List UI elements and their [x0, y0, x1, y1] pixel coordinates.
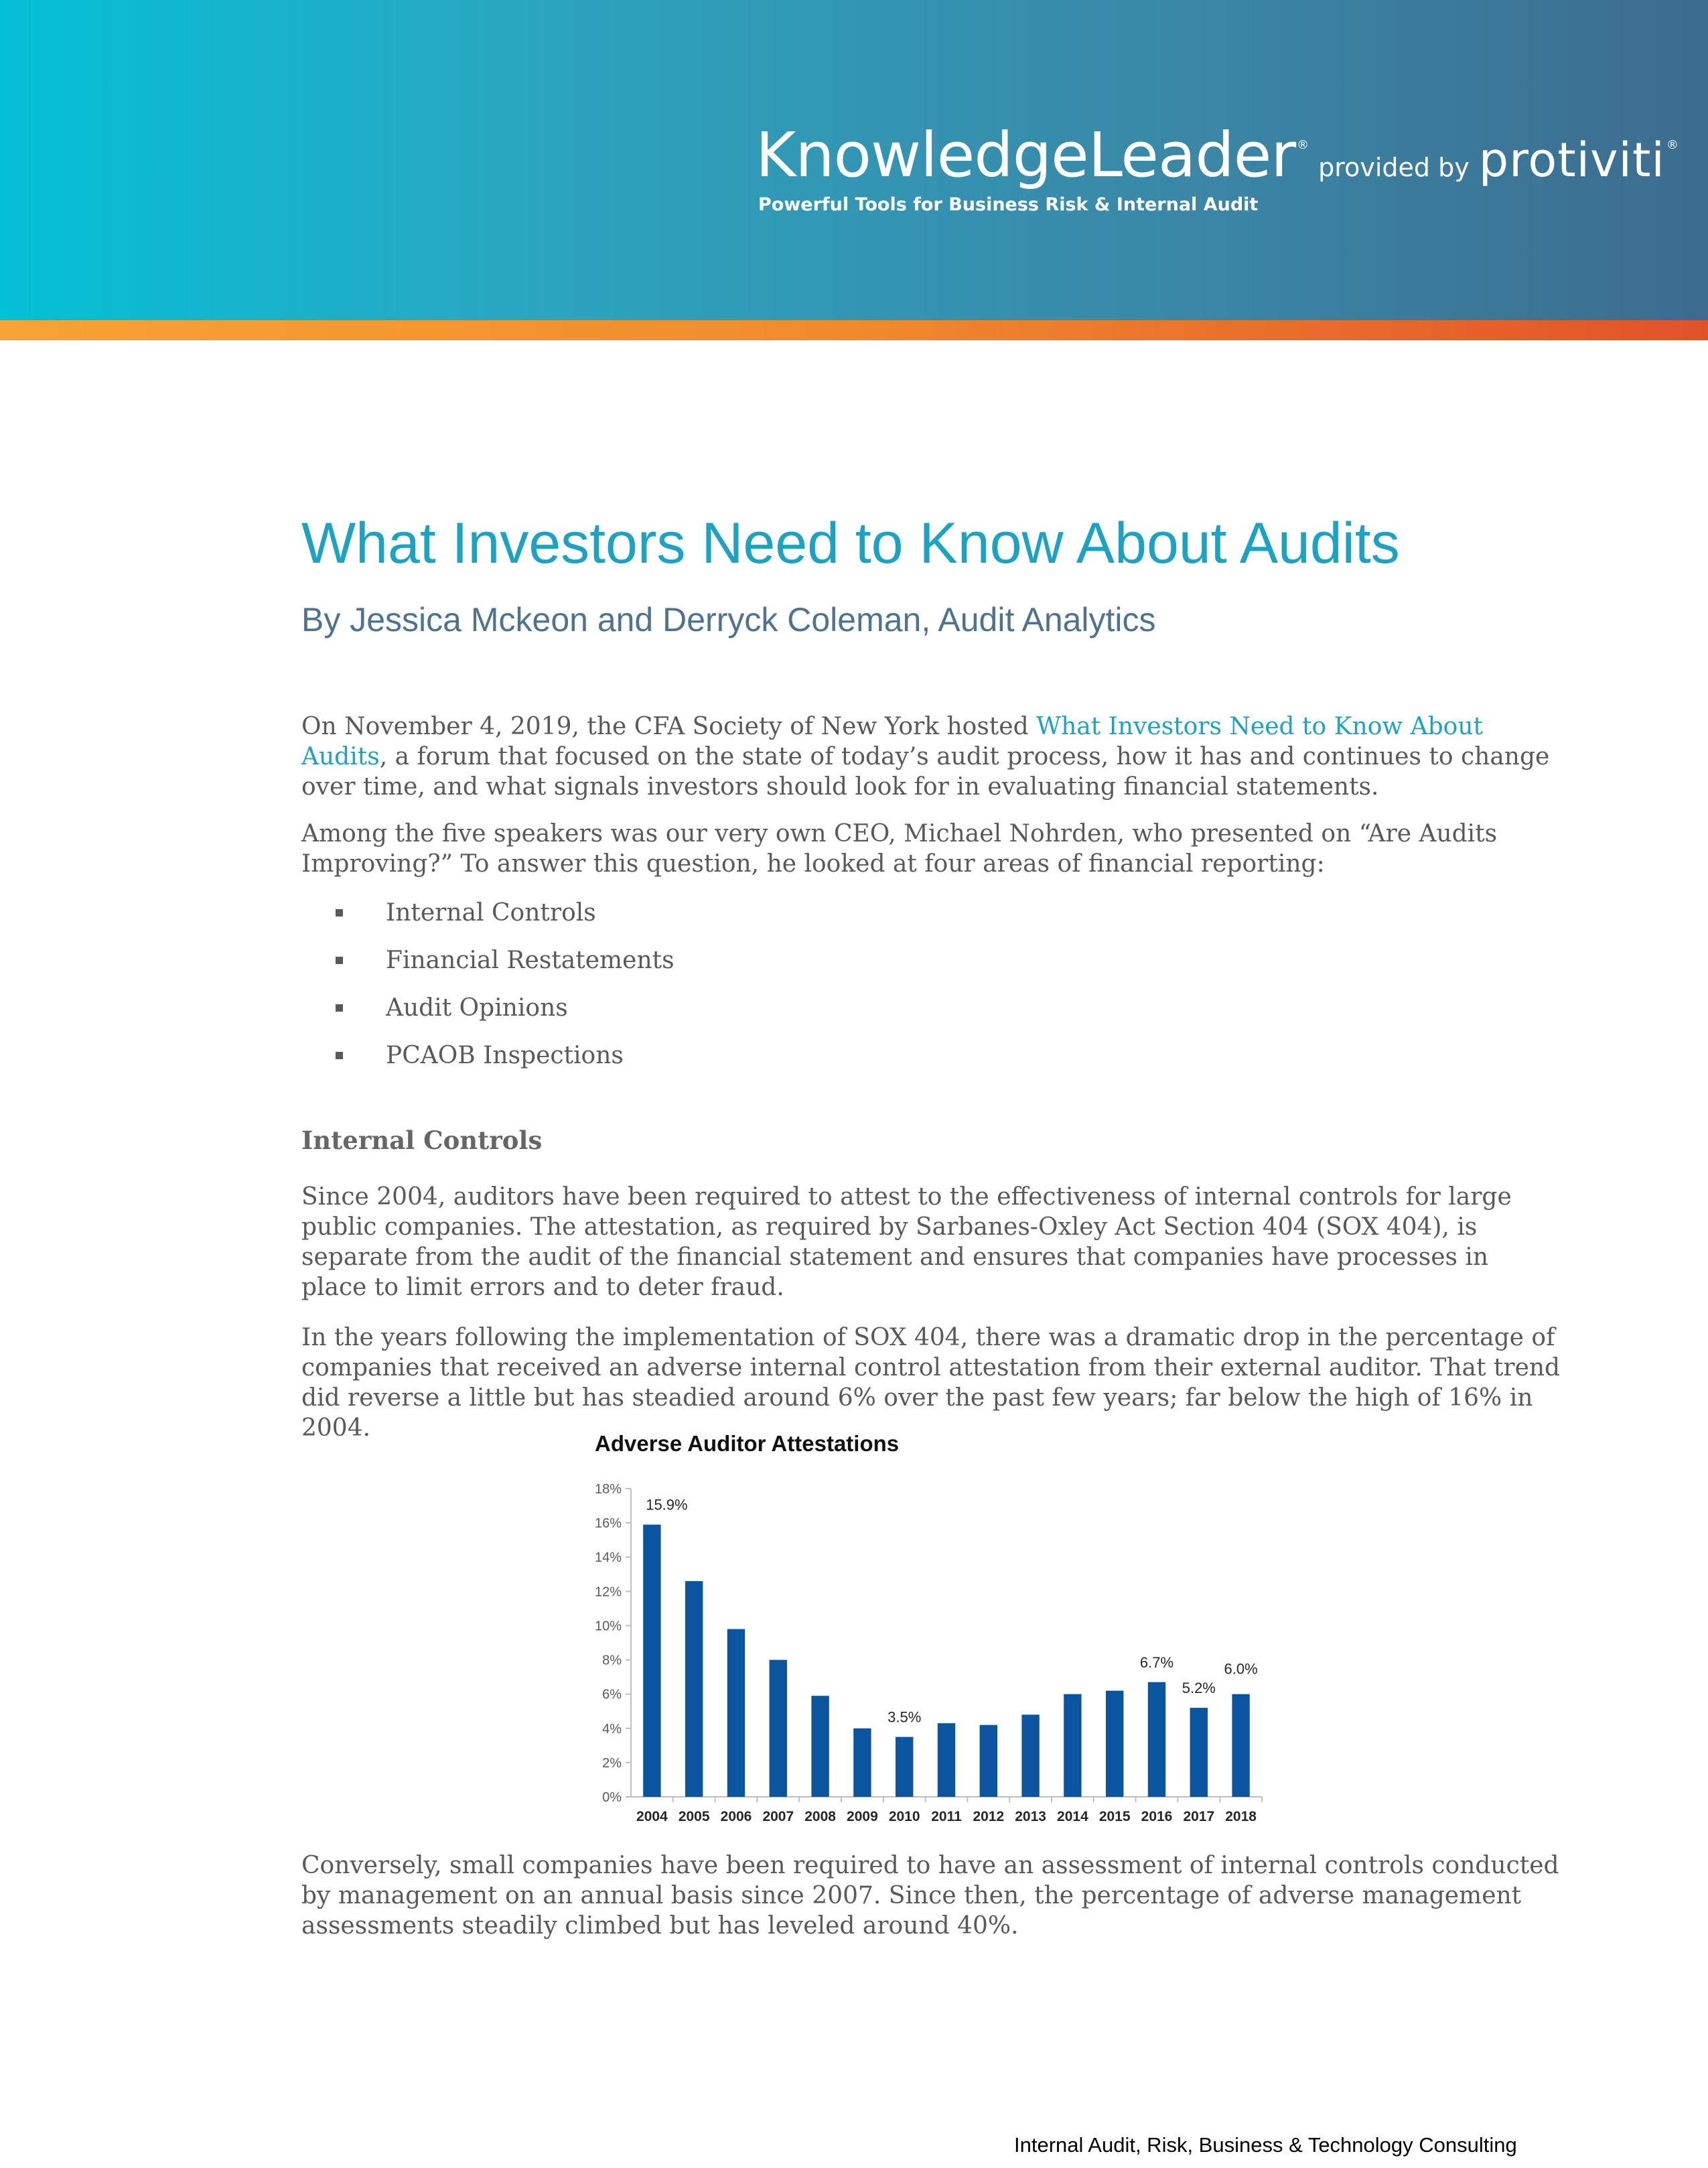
footer-tagline: Internal Audit, Risk, Business & Technology Consulting — [1014, 2133, 1517, 2157]
y-tick-label: 6% — [602, 1687, 622, 1702]
data-label: 5.2% — [1182, 1680, 1216, 1697]
intro-paragraph — [301, 712, 1561, 802]
y-tick-label: 8% — [602, 1653, 622, 1668]
chart-svg — [576, 1426, 1273, 1841]
y-tick-label: 12% — [594, 1584, 622, 1600]
bar-2010 — [896, 1737, 913, 1797]
intro-text-before: On November 4, 2019, the CFA Society of New York hosted — [301, 713, 1037, 740]
sox-paragraph: Since 2004, auditors have been required to attest to the effectiveness of internal controls for large public companies. The attestation, as required by Sarbanes-Oxley Act Section 404 (SOX 404), is separate from the audit of the financial statement and ensures that companies have processes in place to limit errors and to deter fraud. — [301, 1183, 1512, 1301]
data-label: 3.5% — [887, 1708, 922, 1726]
x-tick-label: 2005 — [678, 1809, 710, 1824]
event-link[interactable]: What Investors Need to Know About Audits — [301, 713, 1483, 770]
bullet-square-icon — [336, 957, 343, 964]
bullet-square-icon — [336, 909, 343, 917]
list-item-text: PCAOB Inspections — [386, 1042, 624, 1069]
bar-2016 — [1148, 1682, 1165, 1797]
bar-2012 — [980, 1725, 997, 1797]
section-heading-internal-controls: Internal Controls — [301, 1126, 543, 1155]
brand-name: KnowledgeLeader — [756, 119, 1296, 191]
header-banner — [0, 0, 1708, 320]
partner-logo: protiviti — [1478, 133, 1665, 188]
y-tick-label: 14% — [594, 1550, 622, 1566]
y-tick-label: 2% — [602, 1755, 622, 1771]
management-paragraph: Conversely, small companies have been required to have an assessment of internal controls conducted by management on an annual basis since 2007. Since then, the percentage of adverse management assessments steadily climbed but has leveled around 40%. — [301, 1852, 1559, 1940]
data-label: 6.7% — [1139, 1653, 1174, 1671]
x-tick-label: 2017 — [1183, 1809, 1215, 1824]
provided-by-text: provided by — [1318, 153, 1470, 182]
x-tick-label: 2004 — [636, 1809, 668, 1824]
x-tick-label: 2012 — [973, 1809, 1005, 1824]
x-tick-label: 2011 — [931, 1809, 962, 1824]
x-tick-label: 2015 — [1098, 1809, 1131, 1824]
x-tick-label: 2013 — [1015, 1809, 1046, 1824]
trend-paragraph: In the years following the implementation of SOX 404, there was a dramatic drop in the percentage of companies that received an adverse internal control attestation from their external auditor. That trend did reverse a little but has steadied around 6% over the past few years; far below the high of 16% in 2004. — [301, 1324, 1561, 1442]
partner-registered-mark: ® — [1666, 138, 1679, 152]
bar-2011 — [938, 1723, 955, 1797]
article-byline: By Jessica Mckeon and Derryck Coleman, Audit Analytics — [301, 601, 1156, 638]
bar-2013 — [1021, 1714, 1039, 1797]
bar-2008 — [811, 1696, 829, 1797]
bullet-square-icon — [336, 1052, 343, 1059]
data-label: 6.0% — [1224, 1660, 1258, 1678]
intro-text-after: , a forum that focused on the state of today’s audit process, how it has and continues to change over time, and what signals investors should look for in evaluating financial statements. — [301, 743, 1550, 801]
accent-bar — [0, 320, 1708, 340]
x-tick-label: 2016 — [1141, 1809, 1173, 1824]
bar-2017 — [1190, 1708, 1208, 1797]
x-tick-label: 2010 — [888, 1809, 920, 1824]
list-item-text: Audit Opinions — [386, 994, 568, 1022]
data-label: 15.9% — [646, 1496, 688, 1513]
x-tick-label: 2008 — [804, 1809, 836, 1824]
y-tick-label: 18% — [594, 1482, 622, 1497]
bar-2004 — [643, 1525, 660, 1797]
brand-tagline: Powerful Tools for Business Risk & Internal Audit — [758, 194, 1259, 215]
bar-2006 — [727, 1629, 745, 1797]
bar-2009 — [853, 1729, 871, 1797]
list-item-text: Financial Restatements — [386, 947, 674, 974]
y-tick-label: 0% — [602, 1790, 622, 1805]
y-tick-label: 10% — [594, 1619, 622, 1634]
y-tick-label: 4% — [602, 1721, 622, 1737]
x-tick-label: 2014 — [1057, 1809, 1088, 1824]
y-tick-label: 16% — [594, 1516, 622, 1532]
x-tick-label: 2018 — [1225, 1809, 1257, 1824]
bar-2007 — [770, 1660, 787, 1797]
bar-2005 — [685, 1581, 703, 1797]
bar-2018 — [1232, 1694, 1249, 1797]
chart-title: Adverse Auditor Attestations — [595, 1431, 900, 1456]
list-item-text: Internal Controls — [386, 899, 596, 927]
brand-logo — [756, 119, 1679, 191]
adverse-attestations-chart — [576, 1426, 1273, 1841]
bar-2014 — [1064, 1694, 1081, 1797]
x-tick-label: 2006 — [720, 1809, 752, 1824]
bar-2015 — [1106, 1691, 1123, 1797]
x-tick-label: 2007 — [762, 1809, 794, 1824]
bullet-square-icon — [336, 1004, 343, 1012]
x-tick-label: 2009 — [847, 1809, 878, 1824]
brand-registered-mark: ® — [1297, 138, 1309, 152]
speakers-paragraph: Among the five speakers was our very own CEO, Michael Nohrden, who presented on “Are Audits Improving?” To answer this question, he looked at four areas of financial reporting: — [301, 820, 1498, 878]
article-title: What Investors Need to Know About Audits — [301, 511, 1400, 575]
